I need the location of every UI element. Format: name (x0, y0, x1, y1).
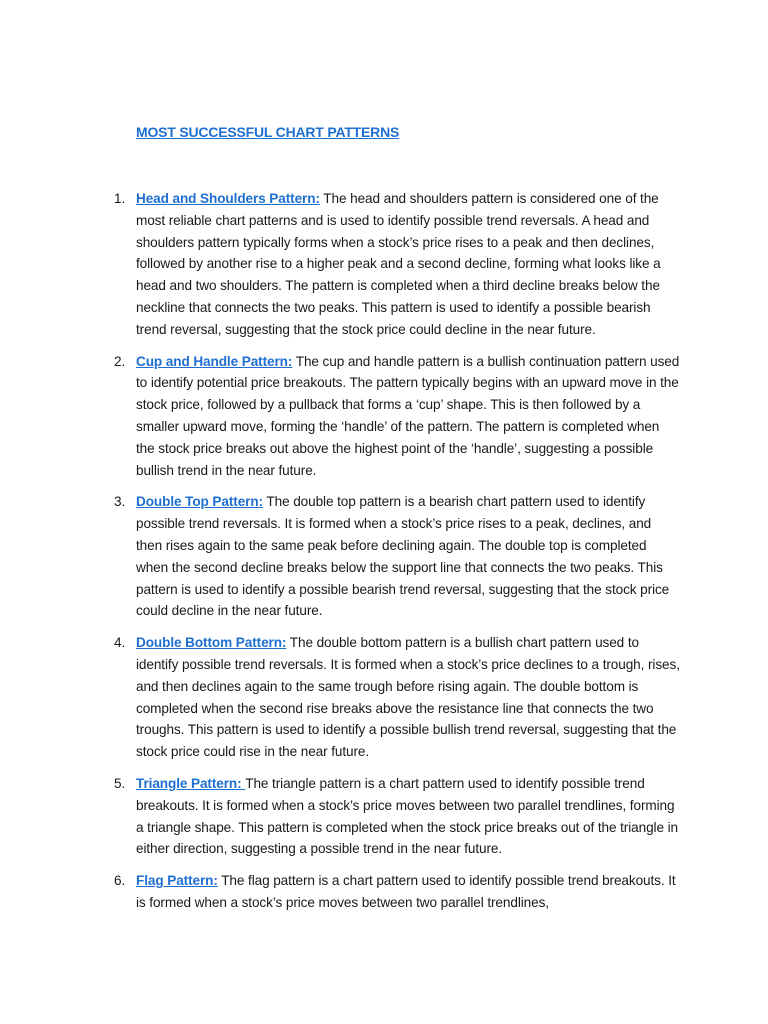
list-item-number: 6. (114, 873, 126, 889)
list-item-heading[interactable]: Triangle Pattern: (136, 775, 246, 791)
list-item-text: The triangle pattern is a chart pattern used to identify possible trend breakouts. It is formed when a stock’s price moves between two parallel trendlines, forming a triangle shape. This pattern is completed when the stock price breaks out of the triangle in either direction, suggesting a possible trend in the near future. (136, 775, 678, 857)
list-item-number: 1. (114, 191, 126, 206)
list-item-flag (0, 870, 768, 914)
list-item-text: The cup and handle pattern is a bullish continuation pattern used to identify potential price breakouts. The pattern typically begins with an upward move in the stock price, followed by a pullback that forms a ‘cup’ shape. This is then followed by a smaller upward move, forming the ‘handle’ of the pattern. The pattern is completed when the stock price breaks out above the highest point of the ‘handle’, suggesting a possible bullish trend in the near future. (136, 353, 680, 478)
list-item-text: The double bottom pattern is a bullish chart pattern used to identify possible trend reversals. It is formed when a stock’s price declines to a trough, rises, and then declines again to the same trough before rising again. The double bottom is completed when the second rise breaks above the resistance line that connects the two troughs. This pattern is used to identify a possible bullish trend reversal, suggesting that the stock price could rise in the near future. (136, 635, 680, 760)
list-item-double-top (0, 491, 768, 622)
list-item-triangle (0, 773, 768, 860)
list-item-heading[interactable]: Double Top Pattern: (136, 494, 263, 510)
list-item-cup-and-handle (0, 351, 768, 482)
list-item-text: The double top pattern is a bearish chart pattern used to identify possible trend reversals. It is formed when a stock’s price rises to a peak, declines, and then rises again to the same peak before declining again. The double top is completed when the second decline breaks below the support line that connects the two peaks. This pattern is used to identify a possible bearish trend reversal, suggesting that the stock price could decline in the near future. (136, 494, 670, 619)
list-item-number: 2. (114, 353, 126, 369)
pattern-list (0, 188, 768, 924)
list-item-heading[interactable]: Cup and Handle Pattern: (136, 353, 293, 369)
list-item-double-bottom (0, 632, 768, 763)
list-item-text: The flag pattern is a chart pattern used to identify possible trend breakouts. It is formed when a stock’s price moves between two parallel trendlines, (136, 873, 676, 910)
list-item-heading[interactable]: Double Bottom Pattern: (136, 635, 287, 651)
document-title: MOST SUCCESSFUL CHART PATTERNS (136, 124, 400, 140)
list-item-number: 3. (114, 494, 126, 510)
list-item-number: 5. (114, 775, 126, 791)
list-item-number: 4. (114, 635, 126, 651)
list-item-heading[interactable]: Flag Pattern: (136, 873, 218, 889)
list-item-text: The head and shoulders pattern is considered one of the most reliable chart patterns and is used to identify possible trend reversals. A head and shoulders pattern typically forms when a stock’s price rises to a peak and then declines, followed by another rise to a higher peak and a second decline, forming what looks like a head and two shoulders. The pattern is completed when a third decline breaks below the neckline that connects the two peaks. This pattern is used to identify a possible bearish trend reversal, suggesting that the stock price could decline in the near future. (136, 191, 661, 337)
list-item-head-and-shoulders (0, 188, 768, 341)
list-item-heading[interactable]: Head and Shoulders Pattern: (136, 191, 320, 206)
